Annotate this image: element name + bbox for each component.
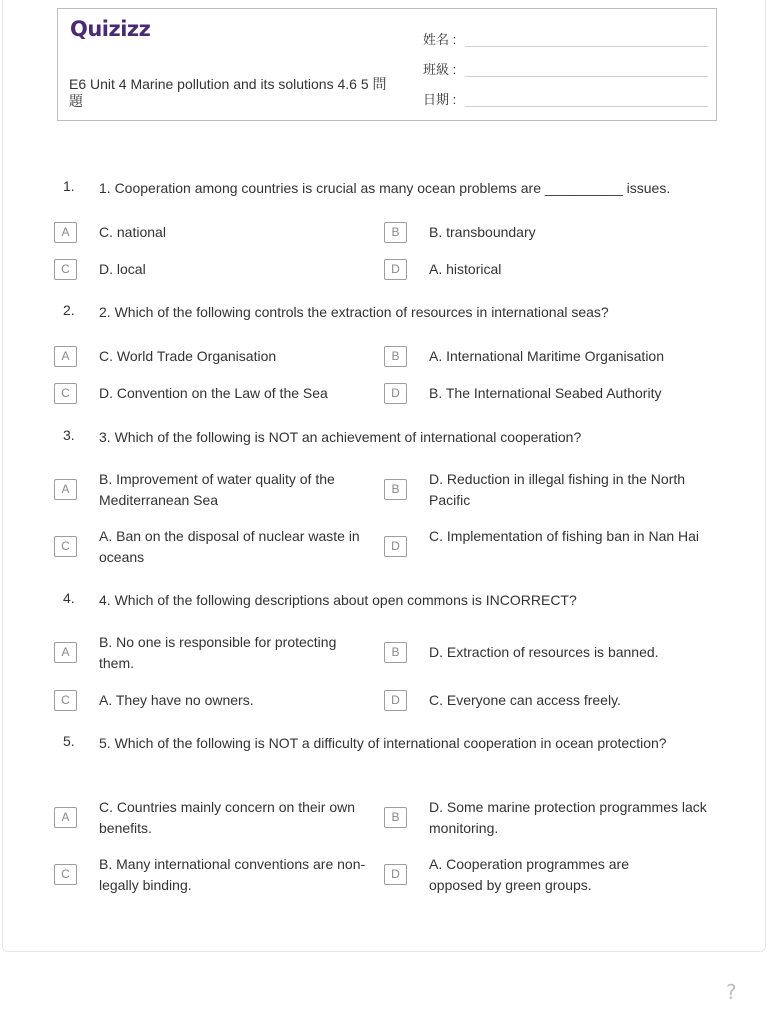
question-number: 1. bbox=[63, 178, 75, 194]
name-line bbox=[465, 46, 708, 47]
option-text: D. Convention on the Law of the Sea bbox=[99, 385, 328, 401]
option-letter: B bbox=[384, 642, 407, 663]
option-text: D. Some marine protection programmes lack monitoring. bbox=[429, 799, 707, 836]
date-label: 日期 : bbox=[423, 92, 457, 107]
option-text: A. historical bbox=[429, 261, 502, 277]
date-field bbox=[423, 87, 708, 107]
option-letter: B bbox=[384, 807, 407, 828]
question-text: 2. Which of the following controls the extraction of resources in international seas? bbox=[99, 304, 609, 320]
option-text: C. Countries mainly concern on their own benefits. bbox=[99, 799, 356, 836]
option-text: D. local bbox=[99, 261, 146, 277]
option-letter: C bbox=[54, 383, 77, 404]
name-field bbox=[423, 27, 708, 47]
date-line bbox=[465, 106, 708, 107]
class-field bbox=[423, 57, 708, 77]
option-letter: C bbox=[54, 864, 77, 885]
option-text: C. Implementation of fishing ban in Nan Hai bbox=[429, 528, 700, 544]
option-letter: D bbox=[384, 259, 407, 280]
option-text: B. Many international conventions are non-legally binding. bbox=[99, 856, 366, 893]
option-letter: D bbox=[384, 864, 407, 885]
option-letter: C bbox=[54, 690, 77, 711]
option-letter: B bbox=[384, 346, 407, 367]
option-text: B. The International Seabed Authority bbox=[429, 385, 662, 401]
option-letter: A bbox=[54, 807, 77, 828]
name-label: 姓名 : bbox=[423, 32, 457, 47]
option-letter: C bbox=[54, 259, 77, 280]
option-text: A. They have no owners. bbox=[99, 692, 254, 708]
quizizz-logo: Quizizz bbox=[70, 17, 151, 41]
option-letter: A bbox=[54, 346, 77, 367]
option-text: C. national bbox=[99, 224, 166, 240]
question-text: 5. Which of the following is NOT a difficulty of international cooperation in ocean protection? bbox=[99, 735, 667, 751]
option-text: A. Cooperation programmes are opposed by green groups. bbox=[429, 856, 629, 893]
option-text: A. Ban on the disposal of nuclear waste in oceans bbox=[99, 528, 360, 565]
class-label: 班級 : bbox=[423, 62, 457, 77]
question-text: 3. Which of the following is NOT an achievement of international cooperation? bbox=[99, 429, 582, 445]
option-text: B. transboundary bbox=[429, 224, 536, 240]
option-text: D. Extraction of resources is banned. bbox=[429, 644, 659, 660]
option-letter: A bbox=[54, 479, 77, 500]
question-number: 4. bbox=[63, 590, 75, 606]
option-letter: D bbox=[384, 383, 407, 404]
question-number: 3. bbox=[63, 427, 75, 443]
option-letter: A bbox=[54, 222, 77, 243]
option-letter: C bbox=[54, 536, 77, 557]
question-text: 1. Cooperation among countries is crucial as many ocean problems are __________ issues. bbox=[99, 180, 671, 196]
quiz-title: E6 Unit 4 Marine pollution and its solutions 4.6 5 問題 bbox=[69, 76, 387, 109]
option-letter: D bbox=[384, 536, 407, 557]
option-letter: D bbox=[384, 690, 407, 711]
class-line bbox=[465, 76, 708, 77]
help-icon[interactable]: ? bbox=[726, 980, 737, 1004]
option-text: B. Improvement of water quality of the Mediterranean Sea bbox=[99, 471, 335, 508]
option-text: D. Reduction in illegal fishing in the North Pacific bbox=[429, 471, 686, 508]
option-text: B. No one is responsible for protecting them. bbox=[99, 634, 337, 671]
option-text: C. Everyone can access freely. bbox=[429, 692, 621, 708]
question-number: 5. bbox=[63, 733, 75, 749]
worksheet-header bbox=[57, 8, 717, 121]
option-text: C. World Trade Organisation bbox=[99, 348, 277, 364]
option-letter: B bbox=[384, 222, 407, 243]
option-letter: A bbox=[54, 642, 77, 663]
question-number: 2. bbox=[63, 302, 75, 318]
option-letter: B bbox=[384, 479, 407, 500]
question-text: 4. Which of the following descriptions about open commons is INCORRECT? bbox=[99, 592, 577, 608]
option-text: A. International Maritime Organisation bbox=[429, 348, 664, 364]
